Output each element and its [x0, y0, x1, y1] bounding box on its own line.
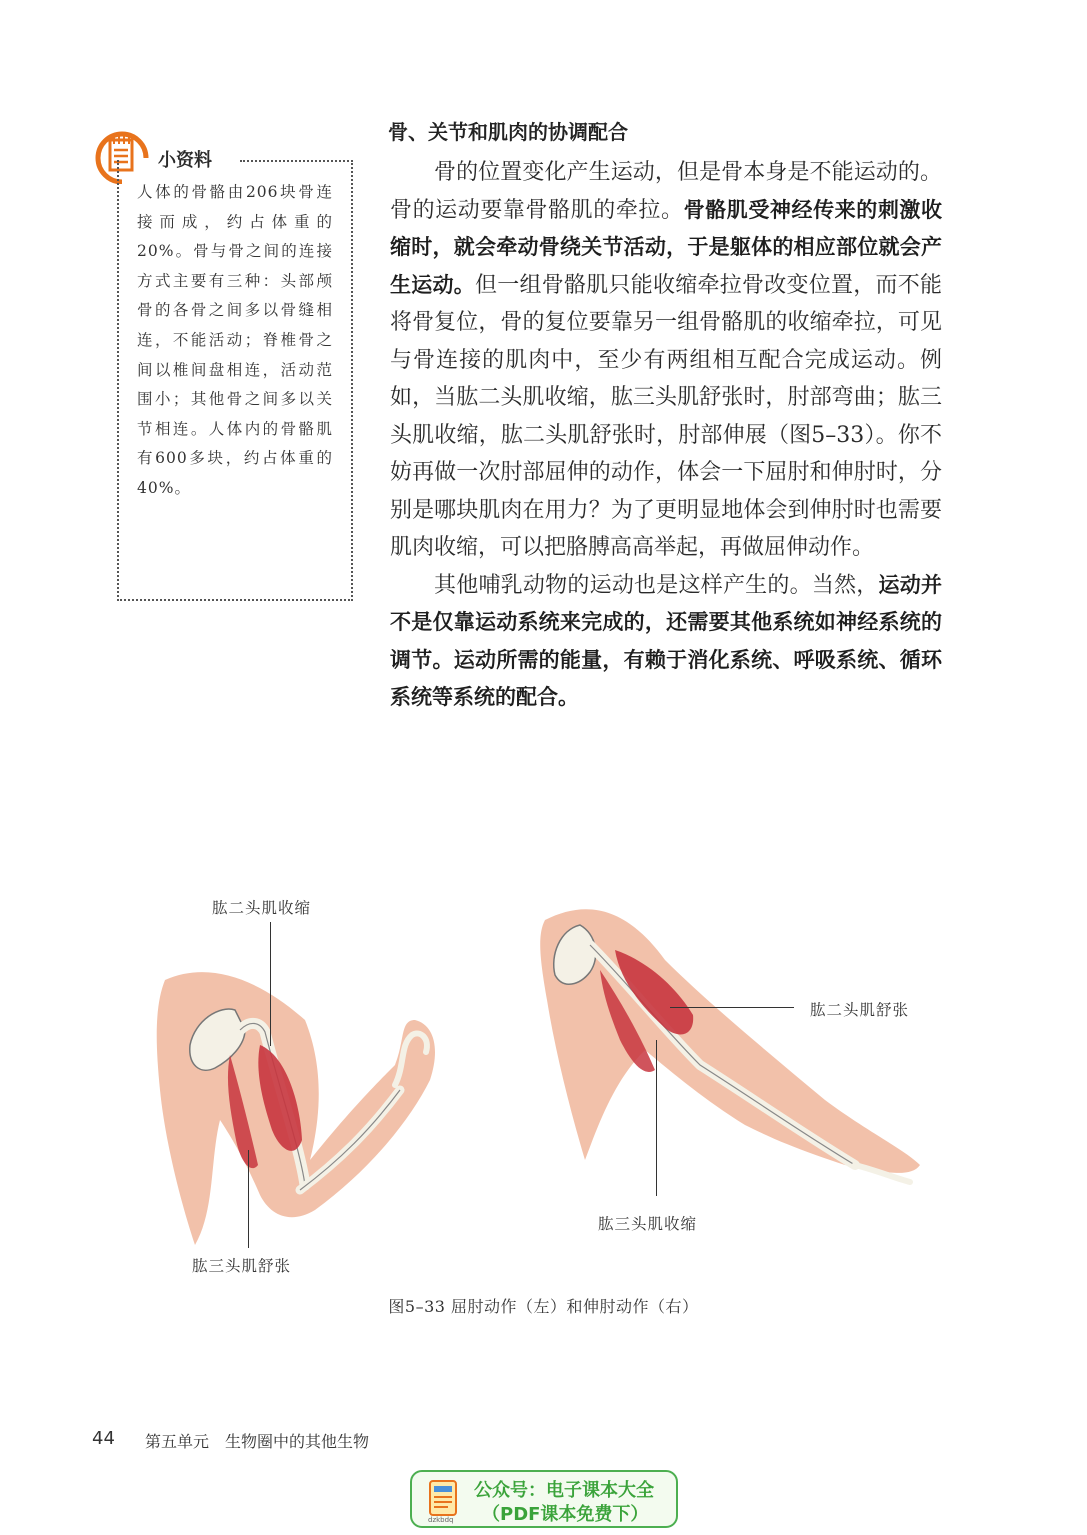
wechat-badge[interactable]	[410, 1470, 678, 1528]
unit-title: 第五单元 生物圈中的其他生物	[145, 1432, 370, 1451]
figure-label: 肱二头肌收缩	[212, 899, 312, 917]
sidebar-title: 小资料	[158, 150, 212, 171]
paragraph-1-text-c: 但一组骨骼肌只能收缩牵拉骨改变位置，而不能将骨复位，骨的复位要靠另一组骨骼肌的收缩牵拉，可见与骨连接的肌肉中，至少有两组相互配合完成运动。例如，当肱二头肌收缩，肱三头肌舒张时，肘部弯曲；肱三头肌收缩，肱二头肌舒张时，肘部伸展（图5–33）。你不妨再做一次肘部屈伸的动作，体会一下屈肘和伸肘时，分别是哪块肌肉在用力？为了更明显地体会到伸肘时也需要肌肉收缩，可以把胳膊高高举起，再做屈伸动作。	[390, 272, 942, 560]
paragraph-1-emphasis: 骨骼肌受神经传来的刺激收缩时，就会牵动骨绕关节活动，于是躯体的相应部位就会产生运动。	[390, 197, 942, 297]
sidebar-text: 人体的骨骼由206块骨连接而成，约占体重的20%。骨与骨之间的连接方式主要有三种：头部颅骨的各骨之间多以骨缝相连，不能活动；脊椎骨之间以椎间盘相连，活动范围小；其他骨之间多以关节相连。人体内的骨骼肌有600多块，约占体重的40%。	[137, 183, 333, 497]
flexed-arm-illustration	[150, 960, 450, 1250]
leader-line	[270, 922, 271, 1046]
badge-line1: 公众号：电子课本大全	[474, 1480, 654, 1501]
extended-arm-illustration	[525, 900, 925, 1200]
leader-line	[670, 1007, 794, 1008]
badge-small-text: dzkbdq	[428, 1516, 454, 1524]
badge-line2: （PDF课本免费下）	[482, 1504, 649, 1525]
leader-line	[656, 1040, 657, 1196]
paragraph-2	[390, 567, 942, 717]
paragraph-1-text-a: 骨的位置变化产生运动，但是骨本身是不能运动的。骨的运动要靠骨骼肌的牵拉。	[390, 160, 942, 223]
page-number: 44	[92, 1428, 115, 1449]
book-icon	[426, 1478, 460, 1520]
paragraph-2-text-a: 其他哺乳动物的运动也是这样产生的。当然，	[434, 572, 879, 598]
section-heading: 骨、关节和肌肉的协调配合	[388, 120, 628, 144]
figure-label: 肱三头肌收缩	[598, 1215, 698, 1233]
main-body	[390, 154, 942, 717]
figure-label: 肱三头肌舒张	[192, 1257, 292, 1275]
paragraph-1	[390, 154, 942, 567]
figure-label: 肱二头肌舒张	[810, 1001, 910, 1019]
leader-line	[248, 1150, 249, 1248]
figure-caption: 图5–33 屈肘动作（左）和伸肘动作（右）	[388, 1297, 699, 1316]
paragraph-2-emphasis: 运动并不是仅靠运动系统来完成的，还需要其他系统如神经系统的调节。运动所需的能量，有赖于消化系统、呼吸系统、循环系统等系统的配合。	[390, 572, 942, 709]
arm-figure	[0, 860, 1087, 1310]
